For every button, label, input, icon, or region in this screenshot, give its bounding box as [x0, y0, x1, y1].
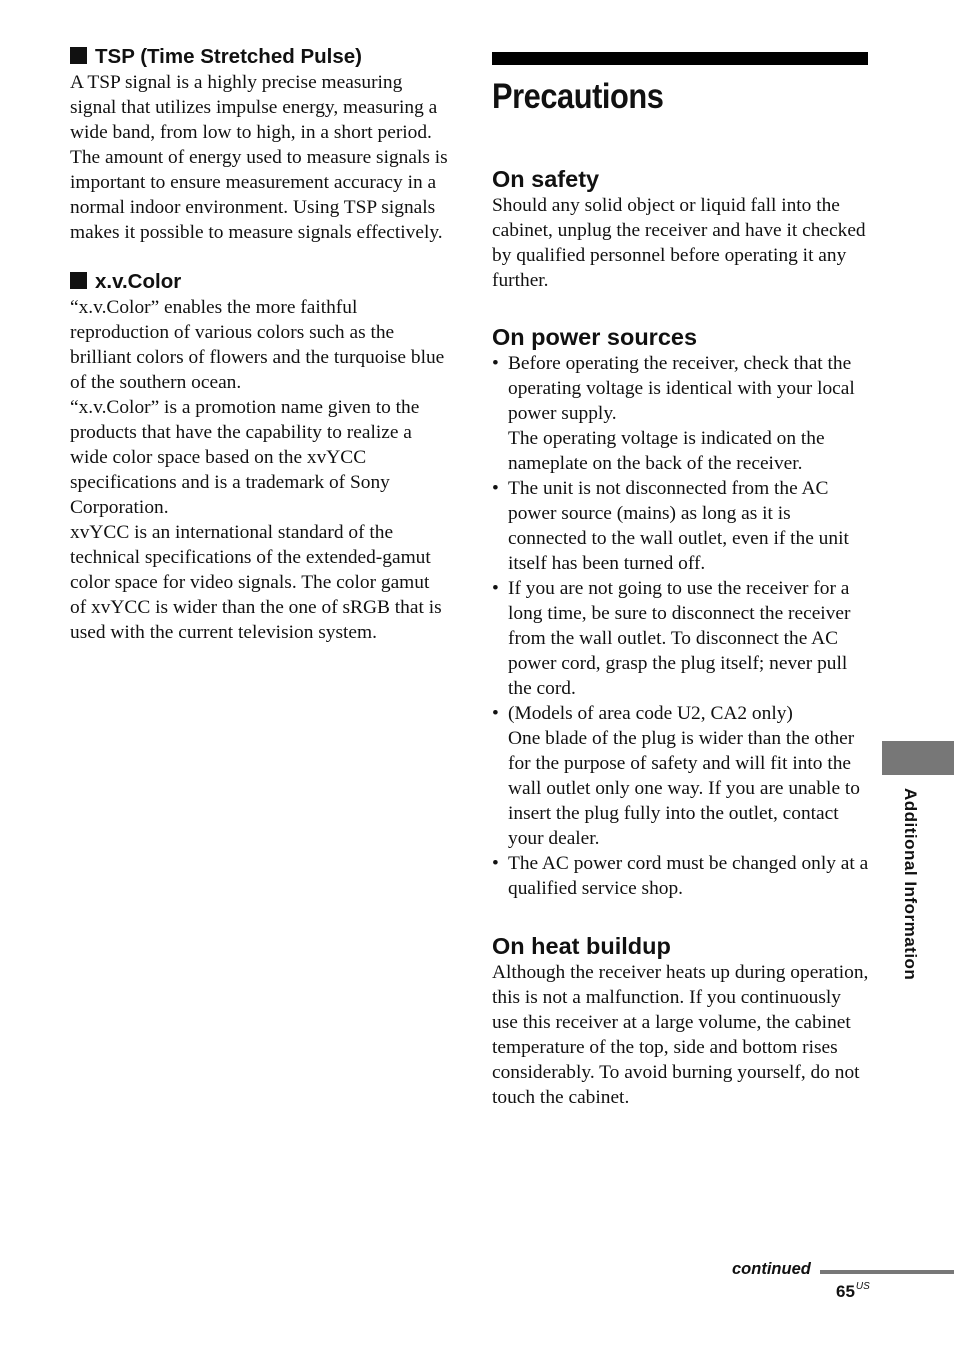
paragraph: A TSP signal is a highly precise measuring signal that utilizes impulse energy, measuring a wide band, from low to high, in a short period.	[70, 72, 438, 143]
list-item: • (Models of area code U2, CA2 only) One blade of the plug is wider than the other for the purpose of safety and will fit into the wall outlet only one way. If you are unable to insert the plug fully into the outlet, contact your dealer.	[492, 701, 870, 851]
continued-label: continued	[732, 1260, 811, 1278]
section-heat	[492, 932, 870, 1110]
paragraph: Although the receiver heats up during operation, this is not a malfunction. If you continuously use this receiver at a large volume, the cabinet temperature of the top, side and bottom rises considerably. To avoid burning yourself, do not touch the cabinet.	[492, 962, 869, 1108]
paragraph: The amount of energy used to measure signals is important to ensure measurement accuracy in a normal indoor environment. Using TSP signals makes it possible to measure signals effectively.	[70, 147, 448, 243]
section-power	[492, 323, 870, 901]
bullet-list	[492, 351, 870, 901]
list-item: • The AC power cord must be changed only at a qualified service shop.	[492, 851, 870, 901]
square-bullet-icon	[70, 272, 87, 289]
section-heading: x.v.Color	[70, 269, 450, 295]
section-safety	[492, 165, 870, 293]
section-tsp	[70, 44, 450, 245]
list-item: • Before operating the receiver, check that the operating voltage is identical with your local power supply. The operating voltage is indicated on the nameplate on the back of the receiver.	[492, 351, 870, 476]
side-tab-label: Additional Information	[901, 788, 920, 981]
title-rule	[492, 52, 868, 65]
section-heading: TSP (Time Stretched Pulse)	[70, 44, 450, 70]
section-heading: On heat buildup	[492, 933, 671, 959]
paragraph: Should any solid object or liquid fall into the cabinet, unplug the receiver and have it checked by qualified personnel before operating it any further.	[492, 195, 866, 291]
continued-bar	[820, 1270, 954, 1274]
page-title: Precautions	[492, 77, 664, 116]
section-xvcolor	[70, 269, 450, 645]
section-heading: On power sources	[492, 324, 698, 350]
side-tab-marker	[882, 741, 954, 775]
list-item: • The unit is not disconnected from the AC power source (mains) as long as it is connected to the wall outlet, even if the unit itself has been turned off.	[492, 476, 870, 576]
paragraph: xvYCC is an international standard of the technical specifications of the extended-gamut color space for video signals. The color gamut of xvYCC is wider than the one of sRGB that is used with the current television system.	[70, 522, 442, 643]
page-suffix: US	[855, 1281, 870, 1292]
left-column	[70, 44, 450, 645]
paragraph: “x.v.Color” enables the more faithful reproduction of various colors such as the brilliant colors of flowers and the turquoise blue of the southern ocean.	[70, 297, 445, 393]
paragraph: “x.v.Color” is a promotion name given to the products that have the capability to realize a wide color space based on the xvYCC specifications and is a trademark of Sony Corporation.	[70, 397, 420, 518]
right-column	[492, 52, 870, 1110]
square-bullet-icon	[70, 47, 87, 64]
section-heading: On safety	[492, 166, 600, 192]
list-item: • If you are not going to use the receiver for a long time, be sure to disconnect the receiver from the wall outlet. To disconnect the AC power cord, grasp the plug itself; never pull the cord.	[492, 576, 870, 701]
page-number: $65^{US}$	[836, 1281, 870, 1301]
